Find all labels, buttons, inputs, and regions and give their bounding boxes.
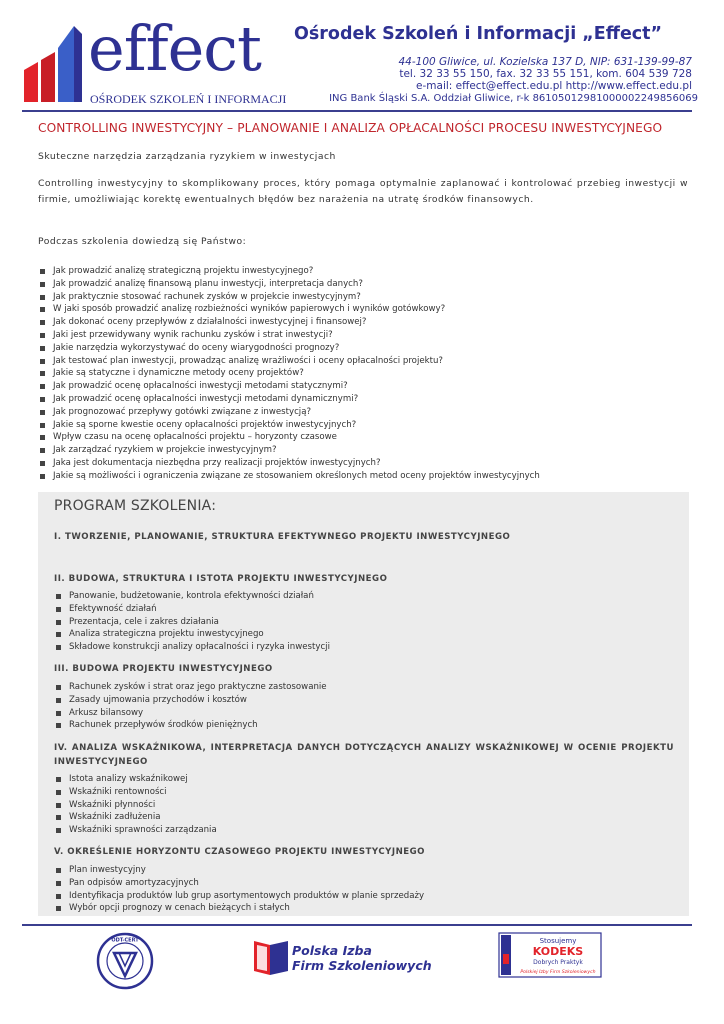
header-divider bbox=[22, 110, 692, 112]
program-heading: PROGRAM SZKOLENIA: bbox=[54, 498, 217, 514]
list-item: Jak praktycznie stosować rachunek zysków w projekcie inwestycyjnym? bbox=[38, 291, 540, 304]
list-item: Pan odpisów amortyzacyjnych bbox=[54, 877, 424, 890]
section-title-3: III. BUDOWA PROJEKTU INWESTYCYJNEGO bbox=[54, 664, 273, 674]
section-title-4: IV. ANALIZA WSKAŹNIKOWA, INTERPRETACJA DANYCH DOTYCZĄCYCH ANALIZY WSKAŹNIKOWEJ W OCENIE PROJEKTU INWESTYCYJNEGO bbox=[54, 743, 674, 767]
list-item: Jakie narzędzia wykorzystywać do oceny wiarygodności prognozy? bbox=[38, 342, 540, 355]
bullet-icon bbox=[40, 461, 45, 466]
list-item: Efektywność działań bbox=[54, 603, 330, 616]
list-item: Plan inwestycyjny bbox=[54, 864, 424, 877]
address-line: 44-100 Gliwice, ul. Kozielska 137 D, NIP: 631-139-99-87 bbox=[398, 56, 692, 68]
bullet-icon bbox=[56, 828, 61, 833]
list-item: Jaki jest przewidywany wynik rachunku zysków i strat inwestycji? bbox=[38, 329, 540, 342]
svg-text:Stosujemy: Stosujemy bbox=[539, 937, 577, 945]
list-item: Identyfikacja produktów lub grup asortymentowych produktów w planie sprzedaży bbox=[54, 890, 424, 903]
logo-subtitle: OŚRODEK SZKOLEŃ I INFORMACJI bbox=[90, 92, 287, 106]
lead-text: Podczas szkolenia dowiedzą się Państwo: bbox=[38, 236, 247, 247]
bullet-icon bbox=[56, 632, 61, 637]
section-5-list bbox=[54, 864, 424, 915]
bullet-icon bbox=[56, 723, 61, 728]
list-item: Wskaźniki zadłużenia bbox=[54, 811, 217, 824]
logo-wordmark: effect bbox=[88, 12, 261, 85]
intro-text: Skuteczne narzędzia zarządzania ryzykiem w inwestycjach bbox=[38, 151, 336, 162]
bullet-icon bbox=[40, 307, 45, 312]
list-item: Panowanie, budżetowanie, kontrola efektywności działań bbox=[54, 590, 330, 603]
list-item: Jak prowadzić analizę finansową planu inwestycji, interpretacja danych? bbox=[38, 278, 540, 291]
list-item: Wskaźniki płynności bbox=[54, 799, 217, 812]
bullet-icon bbox=[56, 620, 61, 625]
bullet-icon bbox=[40, 423, 45, 428]
bullet-icon bbox=[40, 333, 45, 338]
list-item: Jakie są statyczne i dynamiczne metody oceny projektów? bbox=[38, 367, 540, 380]
bullet-icon bbox=[56, 894, 61, 899]
list-item: Wskaźniki rentowności bbox=[54, 786, 217, 799]
list-item: Jak prognozować przepływy gotówki związane z inwestycją? bbox=[38, 406, 540, 419]
bullet-icon bbox=[56, 906, 61, 911]
footer-divider bbox=[22, 924, 692, 926]
section-title-5: V. OKREŚLENIE HORYZONTU CZASOWEGO PROJEKTU INWESTYCYJNEGO bbox=[54, 847, 425, 857]
list-item: Wpływ czasu na ocenę opłacalności projektu – horyzonty czasowe bbox=[38, 431, 540, 444]
bullet-icon bbox=[56, 777, 61, 782]
bullet-icon bbox=[40, 384, 45, 389]
bullet-icon bbox=[56, 790, 61, 795]
list-item: Rachunek przepływów środków pieniężnych bbox=[54, 719, 327, 732]
document-title: CONTROLLING INWESTYCYJNY – PLANOWANIE I ANALIZA OPŁACALNOŚCI PROCESU INWESTYCYJNEGO bbox=[38, 121, 663, 135]
bullet-icon bbox=[40, 320, 45, 325]
list-item: Jaka jest dokumentacja niezbędna przy realizacji projektów inwestycyjnych? bbox=[38, 457, 540, 470]
list-item: Analiza strategiczna projektu inwestycyjnego bbox=[54, 628, 330, 641]
bullet-icon bbox=[56, 698, 61, 703]
bullet-icon bbox=[40, 371, 45, 376]
svg-text:Polskiej Izby Firm Szkoleniowy: Polskiej Izby Firm Szkoleniowych bbox=[520, 970, 596, 975]
section-title-1: I. TWORZENIE, PLANOWANIE, STRUKTURA EFEKTYWNEGO PROJEKTU INWESTYCYJNEGO bbox=[54, 532, 511, 542]
pifs-logo-text: Polska Izba Firm Szkoleniowych bbox=[292, 943, 432, 973]
bullet-icon bbox=[40, 282, 45, 287]
bullet-icon bbox=[56, 594, 61, 599]
list-item: Arkusz bilansowy bbox=[54, 707, 327, 720]
bullet-icon bbox=[40, 295, 45, 300]
questions-list bbox=[38, 265, 540, 483]
list-item: Jak testować plan inwestycji, prowadząc analizę wrażliwości i oceny opłacalności projektu? bbox=[38, 355, 540, 368]
description-paragraph: Controlling inwestycyjny to skomplikowany proces, który pomaga optymalnie zaplanować i kontrolować przebieg inwestycji w firmie, umożliwiając korektę ewentualnych błędów bez narażenia na utratę środków finansowych. bbox=[38, 178, 688, 205]
list-item: Wskaźniki sprawności zarządzania bbox=[54, 824, 217, 837]
bullet-icon bbox=[40, 448, 45, 453]
org-title: Ośrodek Szkoleń i Informacji „Effect” bbox=[294, 24, 663, 44]
bullet-icon bbox=[40, 269, 45, 274]
section-2-list bbox=[54, 590, 330, 654]
email-web-line[interactable]: e-mail: effect@effect.edu.pl http://www.effect.edu.pl bbox=[416, 80, 692, 92]
list-item: Jakie są możliwości i ograniczenia związane ze stosowaniem określonych metod oceny projektów inwestycyjnych bbox=[38, 470, 540, 483]
section-3-list bbox=[54, 681, 327, 732]
bullet-icon bbox=[56, 815, 61, 820]
bullet-icon bbox=[56, 711, 61, 716]
list-item: Składowe konstrukcji analizy opłacalności i ryzyka inwestycji bbox=[54, 641, 330, 654]
bank-line: ING Bank Śląski S.A. Oddział Gliwice, r-k 86105012981000002249856069 bbox=[329, 93, 698, 104]
section-4-list bbox=[54, 773, 217, 837]
list-item: Rachunek zysków i strat oraz jego praktyczne zastosowanie bbox=[54, 681, 327, 694]
bullet-icon bbox=[40, 474, 45, 479]
list-item: W jaki sposób prowadzić analizę rozbieżności wyników papierowych i wyników gotówkowy? bbox=[38, 303, 540, 316]
list-item: Zasady ujmowania przychodów i kosztów bbox=[54, 694, 327, 707]
bullet-icon bbox=[40, 410, 45, 415]
list-item: Jakie są sporne kwestie oceny opłacalności projektów inwestycyjnych? bbox=[38, 419, 540, 432]
bullet-icon bbox=[40, 359, 45, 364]
bullet-icon bbox=[40, 397, 45, 402]
list-item: Jak prowadzić analizę strategiczną projektu inwestycyjnego? bbox=[38, 265, 540, 278]
bullet-icon bbox=[56, 685, 61, 690]
svg-text:Dobrych Praktyk: Dobrych Praktyk bbox=[533, 959, 583, 966]
bullet-icon bbox=[40, 346, 45, 351]
phone-line: tel. 32 33 55 150, fax. 32 33 55 151, kom. 604 539 728 bbox=[399, 68, 692, 80]
list-item: Jak zarządzać ryzykiem w projekcie inwestycyjnym? bbox=[38, 444, 540, 457]
list-item: Wybór opcji prognozy w cenach bieżących i stałych bbox=[54, 902, 424, 915]
logo-bars-icon bbox=[22, 24, 84, 104]
bullet-icon bbox=[56, 607, 61, 612]
svg-text:KODEKS: KODEKS bbox=[532, 945, 584, 958]
list-item: Jak prowadzić ocenę opłacalności inwestycji metodami dynamicznymi? bbox=[38, 393, 540, 406]
bullet-icon bbox=[56, 803, 61, 808]
odt-cert-badge-icon bbox=[96, 932, 154, 990]
bullet-icon bbox=[56, 868, 61, 873]
list-item: Istota analizy wskaźnikowej bbox=[54, 773, 217, 786]
bullet-icon bbox=[40, 435, 45, 440]
section-title-2: II. BUDOWA, STRUKTURA I ISTOTA PROJEKTU INWESTYCYJNEGO bbox=[54, 574, 388, 584]
kodeks-badge-icon bbox=[498, 932, 602, 978]
list-item: Jak dokonać oceny przepływów z działalności inwestycyjnej i finansowej? bbox=[38, 316, 540, 329]
bullet-icon bbox=[56, 645, 61, 650]
list-item: Prezentacja, cele i zakres działania bbox=[54, 616, 330, 629]
badge-label: ODT-CERT bbox=[111, 937, 139, 944]
list-item: Jak prowadzić ocenę opłacalności inwestycji metodami statycznymi? bbox=[38, 380, 540, 393]
bullet-icon bbox=[56, 881, 61, 886]
